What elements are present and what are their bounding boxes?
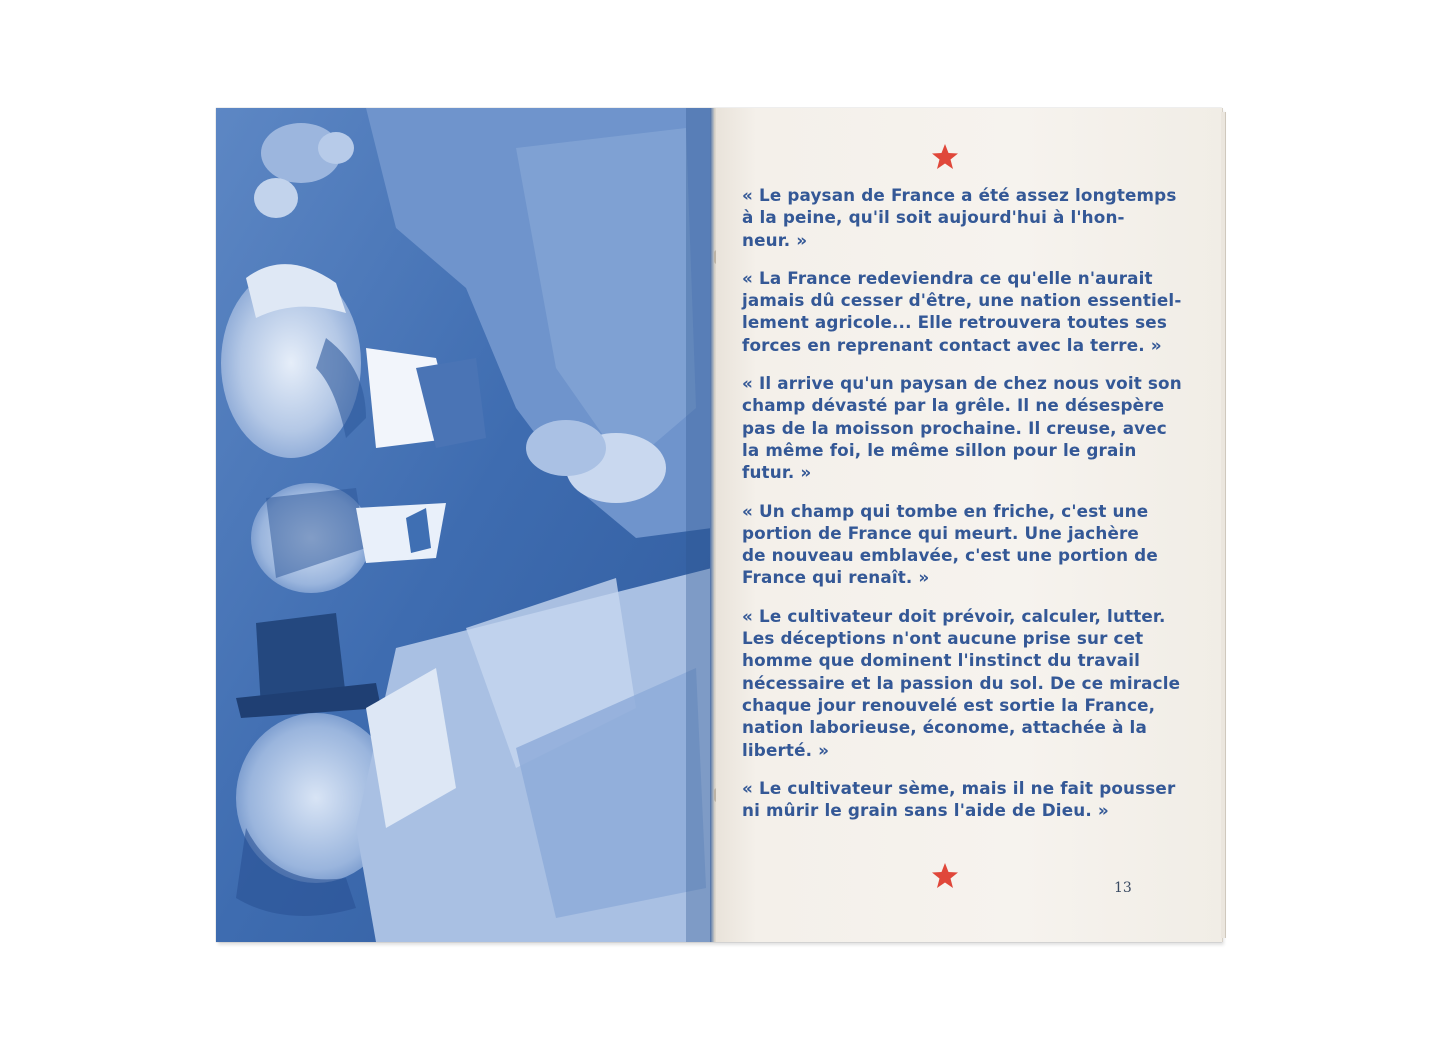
quote-list [742,184,1192,837]
quote-6: « Le cultivateur sème, mais il ne fait pousser ni mûrir le grain sans l'aide de Dieu. » [742,777,1176,821]
photo-page [216,108,712,942]
red-star-icon [930,861,960,891]
page-number: 13 [1114,880,1132,896]
quote-4: « Un champ qui tombe en friche, c'est une portion de France qui meurt. Une jachère de nouveau emblavée, c'est une portion de France qui renaît. » [742,500,1158,588]
quote-1: « Le paysan de France a été assez longtemps à la peine, qu'il soit aujourd'hui à l'hon- neur. » [742,185,1177,250]
page-edge [1221,112,1226,938]
quote-5: « Le cultivateur doit prévoir, calculer, lutter. Les déceptions n'ont aucune prise sur cet homme que dominent l'instinct du travail nécessaire et la passion du sol. De ce miracle chaque jour renouvelé est sortie la France, nation laborieuse, économe, attachée à la liberté. » [742,605,1181,760]
photo-of-men-shaking-hands-icon [216,108,712,942]
quote-3: « Il arrive qu'un paysan de chez nous voit son champ dévasté par la grêle. Il ne désespère pas de la moisson prochaine. Il creuse, avec la même foi, le même sillon pour le grain futur. » [742,373,1182,483]
text-page [716,108,1223,942]
quote-2: « La France redeviendra ce qu'elle n'aurait jamais dû cesser d'être, une nation essentiel- lement agricole... Elle retrouvera toutes ses forces en reprenant contact avec la terre. » [742,267,1182,355]
open-booklet [216,108,1222,942]
red-star-icon [930,142,960,172]
